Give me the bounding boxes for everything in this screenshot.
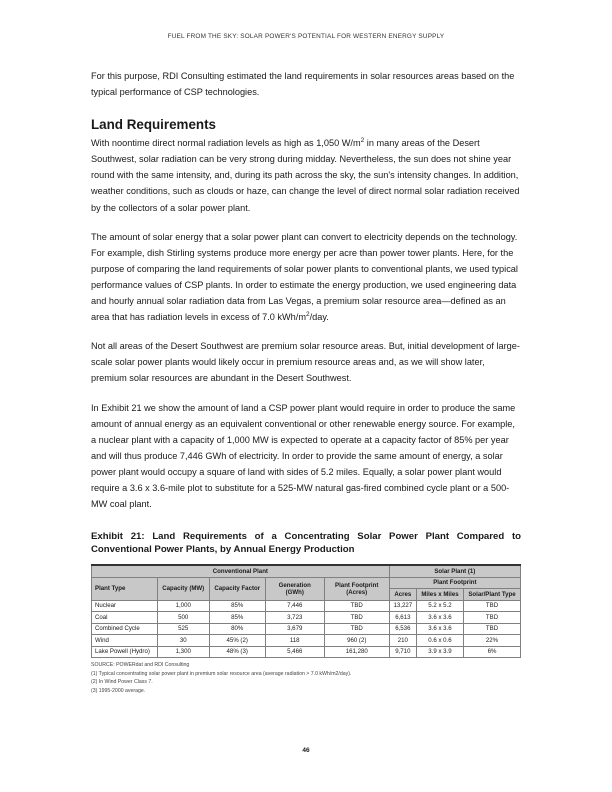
table-cell: 500 (157, 612, 209, 624)
table-cell: TBD (464, 600, 521, 612)
table-cell: Lake Powell (Hydro) (92, 646, 158, 658)
paragraph-radiation (91, 135, 521, 215)
section-heading: Land Requirements (91, 117, 217, 133)
paragraph-radiation-text-a: With noontime direct normal radiation levels as high as 1,050 W/m (91, 138, 361, 149)
col-footprint: Plant Footprint (Acres) (324, 577, 389, 600)
table-cell: 3,723 (265, 612, 324, 624)
paragraph-technology-text-b: /day. (309, 312, 329, 323)
col-plant-type: Plant Type (92, 577, 158, 600)
table-cell: TBD (324, 600, 389, 612)
col-acres: Acres (389, 589, 416, 601)
superscript: 2 (360, 137, 365, 145)
col-generation: Generation (GWh) (265, 577, 324, 600)
table-cell: Coal (92, 612, 158, 624)
table-notes (91, 661, 521, 695)
table-cell: 3.6 x 3.6 (416, 623, 463, 635)
table-cell: Combined Cycle (92, 623, 158, 635)
table-cell: 48% (3) (209, 646, 265, 658)
paragraph-technology-text-a: The amount of solar energy that a solar power plant can convert to electricity depends on the technology. For example, dish Stirling systems produce more energy per acre than power tower plants. Here, for the purpose of comparing the land requirements of solar power plants to conventional plants, we used typical performance values of CSP plants. In order to estimate the energy production, we used engineering data and hourly annual solar radiation data from Las Vegas, a premium solar resource area—defined as an area that has radiation levels in excess of 7.0 kWh/m (91, 231, 518, 323)
paragraph-exhibit-explanation: In Exhibit 21 we show the amount of land a CSP power plant would require in order to produce the same amount of annual energy as an equivalent conventional or other renewable energy source. For example, a nuclear plant with a capacity of 1,000 MW is expected to operate at a capacity factor of 85% per year and will thus produce 7,446 GWh of electricity. In order to provide the same amount of energy, a solar power plant would occupy a square of land with sides of 5.2 miles. Equally, a solar power plant would require a 3.6 x 3.6-mile plot to substitute for a 525-MW natural gas-fired combined cycle plant or a 500-MW coal plant. (91, 402, 516, 510)
table-cell: 22% (464, 635, 521, 647)
table-cell: 210 (389, 635, 416, 647)
table-cell: 13,227 (389, 600, 416, 612)
note-1: (1) Typical concentrating solar power plant in premium solar resource area (average radiation > 7.0 kWh/m2/day). (91, 670, 352, 677)
table-cell: 5.2 x 5.2 (416, 600, 463, 612)
table-cell: 6% (464, 646, 521, 658)
table-cell: 5,466 (265, 646, 324, 658)
running-header: FUEL FROM THE SKY: SOLAR POWER'S POTENTIAL FOR WESTERN ENERGY SUPPLY (167, 33, 445, 40)
table-cell: TBD (464, 612, 521, 624)
table-cell: 960 (2) (324, 635, 389, 647)
note-3: (3) 1995-2000 average. (91, 687, 146, 694)
table-cell: 9,710 (389, 646, 416, 658)
col-miles: Miles x Miles (416, 589, 463, 601)
table-cell: TBD (324, 623, 389, 635)
table-cell: 3.6 x 3.6 (416, 612, 463, 624)
note-source: SOURCE: POWERdat and RDI Consulting (91, 662, 190, 669)
table-row (92, 635, 521, 647)
table-cell: 7,446 (265, 600, 324, 612)
col-capacity: Capacity (MW) (157, 577, 209, 600)
table-cell: 3,679 (265, 623, 324, 635)
table-cell: 45% (2) (209, 635, 265, 647)
table-cell: 1,000 (157, 600, 209, 612)
table-row (92, 646, 521, 658)
land-requirements-table (91, 564, 521, 658)
group-header-footprint: Plant Footprint (389, 577, 520, 589)
table-row (92, 600, 521, 612)
note-2: (2) In Wind Power Class 7. (91, 679, 153, 686)
paragraph-radiation-text-b: in many areas of the Desert Southwest, solar radiation can be very strong during midday. Nevertheless, the sun does not shine year round with the same intensity, and, during its path across the sky, the sun's intensity changes. In addition, weather conditions, such as clouds or haze, can change the level of direct normal solar radiation received by the collectors of a solar power plant. (91, 138, 520, 213)
paragraph-premium-areas: Not all areas of the Desert Southwest are premium solar resource areas. But, initial development of large-scale solar power plants would likely occur in premium resource areas and, as we will show later, premium solar resources are abundant in the Desert Southwest. (91, 341, 520, 384)
table-cell: 0.6 x 0.6 (416, 635, 463, 647)
table-cell: Wind (92, 635, 158, 647)
table-cell: 118 (265, 635, 324, 647)
table-cell: TBD (324, 612, 389, 624)
table-body (92, 600, 521, 658)
group-header-solar: Solar Plant (1) (389, 565, 520, 577)
col-capacity-factor: Capacity Factor (209, 577, 265, 600)
table-row (92, 623, 521, 635)
intro-paragraph: For this purpose, RDI Consulting estimated the land requirements in solar resources areas based on the typical performance of CSP technologies. (91, 71, 515, 98)
table-cell: 80% (209, 623, 265, 635)
table-cell: 6,613 (389, 612, 416, 624)
col-solar-type: Solar/Plant Type (464, 589, 521, 601)
table-cell: 525 (157, 623, 209, 635)
exhibit-title: Exhibit 21: Land Requirements of a Concentrating Solar Power Plant Compared to Conventional Power Plants, by Annual Energy Production (91, 531, 521, 556)
table-cell: 6,536 (389, 623, 416, 635)
group-header-conventional: Conventional Plant (92, 565, 390, 577)
table-cell: TBD (464, 623, 521, 635)
superscript: 2 (306, 311, 310, 319)
table-row (92, 612, 521, 624)
table-cell: 3.9 x 3.9 (416, 646, 463, 658)
page-number: 46 (302, 747, 310, 754)
table-cell: 85% (209, 600, 265, 612)
page-content (91, 68, 521, 696)
paragraph-technology (91, 229, 521, 326)
table-cell: 85% (209, 612, 265, 624)
table-cell: 161,280 (324, 646, 389, 658)
table-cell: 30 (157, 635, 209, 647)
table-cell: 1,300 (157, 646, 209, 658)
table-cell: Nuclear (92, 600, 158, 612)
